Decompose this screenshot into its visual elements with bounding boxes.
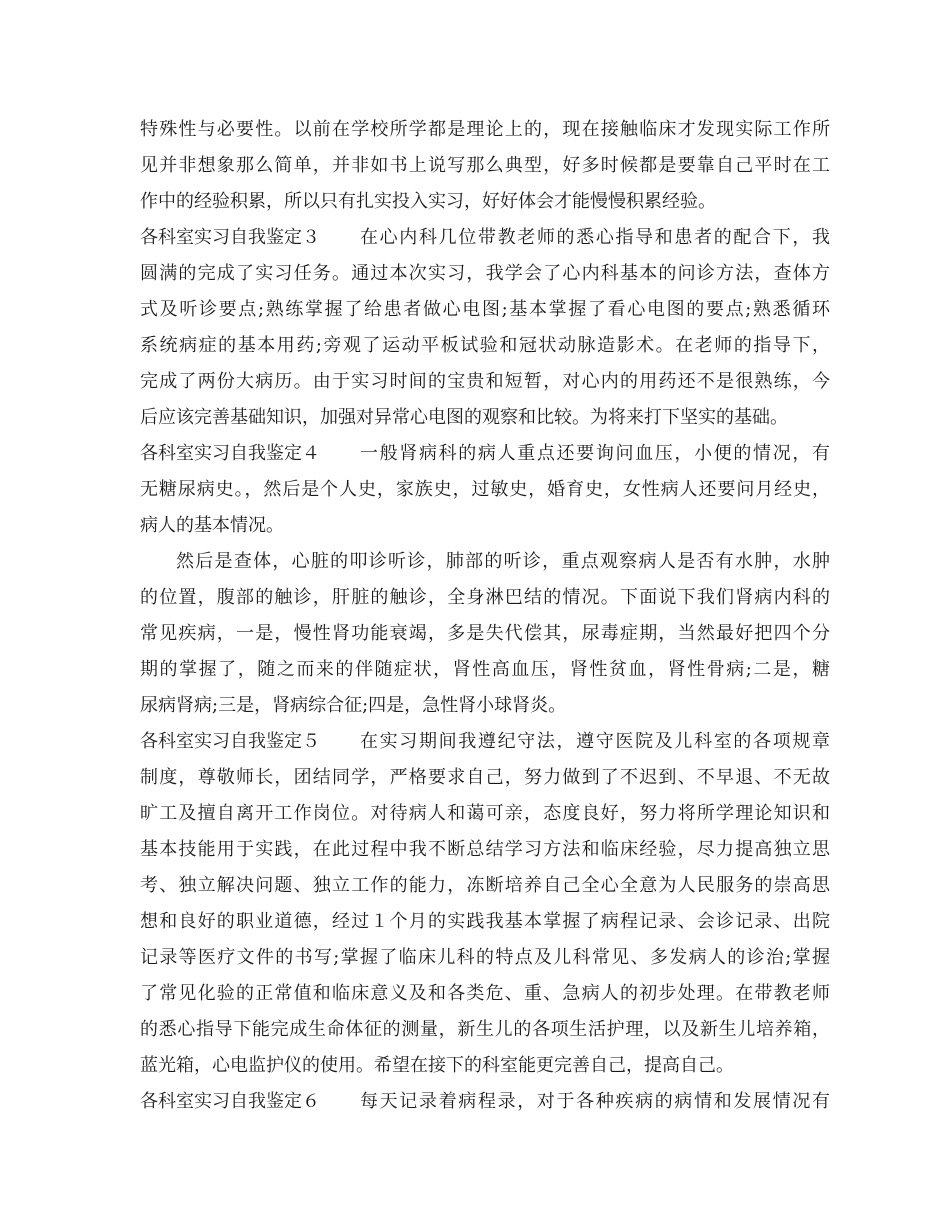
paragraph-line: 的位置，腹部的触诊，肝脏的触诊，全身淋巴结的情况。下面说下我们肾病内科的 [140, 587, 830, 608]
paragraph-line: 记录等医疗文件的书写;掌握了临床儿科的特点及儿科常见、多发病人的诊治;掌握 [140, 947, 830, 968]
paragraph-line: 了常见化验的正常值和临床意义及和各类危、重、急病人的初步处理。在带教老师 [140, 983, 830, 1004]
paragraph-line: 作中的经验积累，所以只有扎实投入实习，好好体会才能慢慢积累经验。 [140, 191, 716, 212]
section-6-heading-line [140, 1084, 830, 1120]
paragraph-line: 式及听诊要点;熟练掌握了给患者做心电图;基本掌握了看心电图的要点;熟悉循环 [140, 299, 830, 320]
section-4-title: 各科室实习自我鉴定４ [140, 443, 320, 464]
section-3-title: 各科室实习自我鉴定３ [140, 227, 320, 248]
paragraph-line: 病人的基本情况。 [140, 515, 284, 536]
paragraph-line: 无糖尿病史。，然后是个人史，家族史，过敏史，婚育史，女性病人还要问月经史， [140, 479, 830, 500]
section-5-title: 各科室实习自我鉴定５ [140, 731, 320, 752]
section-6-title: 各科室实习自我鉴定６ [140, 1091, 320, 1112]
paragraph-line: 想和良好的职业道德，经过１个月的实践我基本掌握了病程记录、会诊记录、出院 [140, 911, 830, 932]
paragraph-line: 基本技能用于实践，在此过程中我不断总结学习方法和临床经验，尽力提高独立思 [140, 839, 830, 860]
paragraph-line: 旷工及擅自离开工作岗位。对待病人和蔼可亲，态度良好，努力将所学理论知识和 [140, 803, 830, 824]
paragraph-line: 圆满的完成了实习任务。通过本次实习，我学会了心内科基本的问诊方法，查体方 [140, 263, 830, 284]
paragraph-line: 系统病症的基本用药;旁观了运动平板试验和冠状动脉造影术。在老师的指导下， [140, 335, 830, 356]
paragraph-line: 蓝光箱，心电监护仪的使用。希望在接下的科室能更完善自己，提高自己。 [140, 1055, 734, 1076]
section-5-first-line: 在实习期间我遵纪守法，遵守医院及儿科室的各项规章 [360, 731, 830, 752]
paragraph-line: 完成了两份大病历。由于实习时间的宝贵和短暂，对心内的用药还不是很熟练，今 [140, 371, 830, 392]
section-4-heading-line [140, 436, 830, 472]
paragraph-line: 常见疾病，一是，慢性肾功能衰竭，多是失代偿其，尿毒症期，当然最好把四个分 [140, 623, 830, 644]
section-3-heading-line [140, 220, 830, 256]
section-4-first-line: 一般肾病科的病人重点还要询问血压，小便的情况，有 [360, 443, 830, 464]
section-3-first-line: 在心内科几位带教老师的悉心指导和患者的配合下，我 [360, 227, 830, 248]
paragraph-line: 考、独立解决问题、独立工作的能力，冻断培养自己全心全意为人民服务的崇高思 [140, 875, 830, 896]
paragraph-line: 见并非想象那么简单，并非如书上说写那么典型，好多时候都是要靠自己平时在工 [140, 155, 830, 176]
paragraph-line: 制度，尊敬师长，团结同学，严格要求自己，努力做到了不迟到、不早退、不无故 [140, 767, 830, 788]
paragraph-line: 后应该完善基础知识，加强对异常心电图的观察和比较。为将来打下坚实的基础。 [140, 407, 788, 428]
paragraph-line: 的悉心指导下能完成生命体征的测量，新生儿的各项生活护理，以及新生儿培养箱， [140, 1019, 830, 1040]
paragraph-line: 尿病肾病;三是，肾病综合征;四是，急性肾小球肾炎。 [140, 695, 567, 716]
paragraph-line: 特殊性与必要性。以前在学校所学都是理论上的，现在接触临床才发现实际工作所 [140, 119, 830, 140]
section-5-heading-line [140, 724, 830, 760]
paragraph-line: 然后是查体，心脏的叩诊听诊，肺部的听诊，重点观察病人是否有水肿，水肿 [176, 551, 830, 572]
paragraph-line: 期的掌握了，随之而来的伴随症状，肾性高血压，肾性贫血，肾性骨病;二是，糖 [140, 659, 830, 680]
section-6-first-line: 每天记录着病程录，对于各种疾病的病情和发展情况有 [360, 1091, 830, 1112]
document-body [140, 112, 830, 1120]
